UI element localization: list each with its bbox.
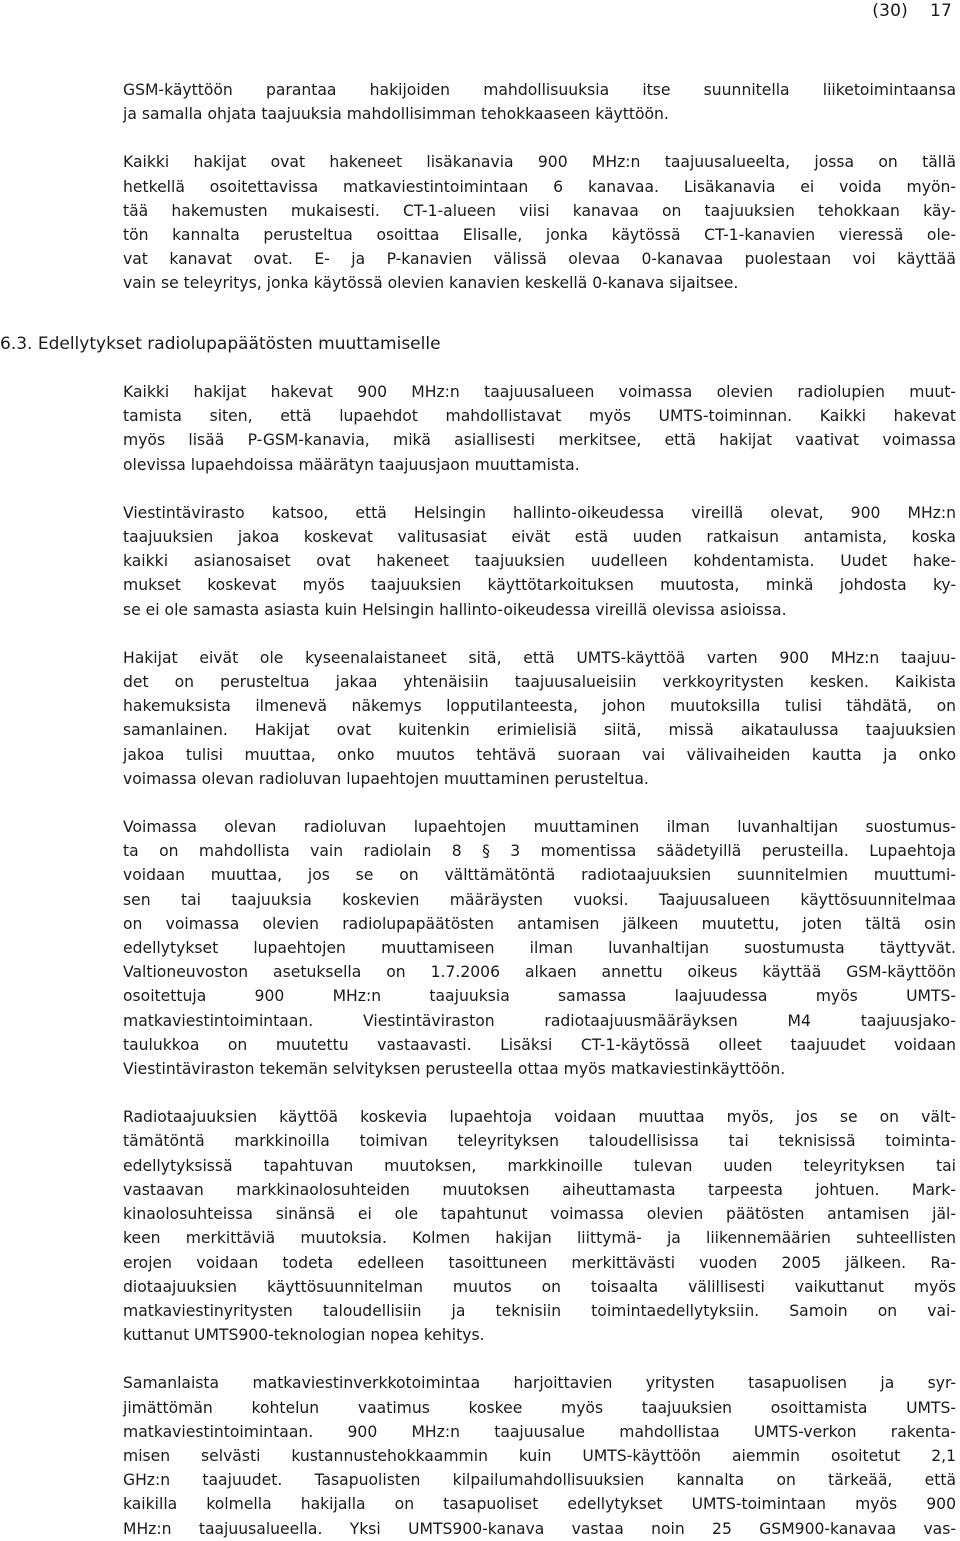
text-line: on voimassa olevien radiolupapäätösten antamisen jälkeen muutettu, joten tältä osin bbox=[123, 914, 956, 933]
paragraph bbox=[123, 815, 956, 1081]
text-line: taulukkoa on muutettu vastaavasti. Lisäksi CT-1-käytössä olleet taajuudet voidaan bbox=[123, 1035, 956, 1054]
page-header bbox=[850, 0, 952, 22]
body-text-block bbox=[123, 380, 956, 1541]
document-reference: (30) bbox=[872, 1, 908, 21]
text-line: voidaan muuttaa, jos se on välttämätöntä radiotaajuuksien suunnitelmien muuttumi- bbox=[123, 866, 956, 885]
paragraph bbox=[123, 1105, 956, 1347]
text-line: Radiotaajuuksien käyttöä koskevia lupaehtoja voidaan muuttaa myös, jos se on vält- bbox=[123, 1108, 956, 1127]
text-line: Kaikki hakijat hakevat 900 MHz:n taajuusalueen voimassa olevien radiolupien muut- bbox=[123, 383, 956, 401]
paragraph bbox=[123, 150, 956, 295]
text-line: ta on mahdollista vain radiolain 8 § 3 momentissa säädetyillä perusteilla. Lupaehtoja bbox=[123, 842, 956, 861]
text-line: tämätöntä markkinoilla toimivan teleyrityksen taloudellisissa tai teknisissä toiminta- bbox=[123, 1132, 956, 1151]
text-line: keen merkittäviä muutoksia. Kolmen hakijan liittymä- ja liikennemäärien suhteellisten bbox=[123, 1229, 956, 1248]
text-line: matkaviestintoimintaan. 900 MHz:n taajuusalue mahdollistaa UMTS-verkon rakenta- bbox=[123, 1422, 956, 1441]
text-line: kaikilla kolmella hakijalla on tasapuoliset edellytykset UMTS-toimintaan myös 900 bbox=[123, 1495, 956, 1514]
text-line: voimassa olevan radioluvan lupaehtojen muuttaminen perusteltua. bbox=[123, 769, 649, 788]
text-line: osoitettuja 900 MHz:n taajuuksia samassa laajuudessa myös UMTS- bbox=[123, 987, 956, 1006]
text-line: GHz:n taajuudet. Tasapuolisten kilpailumahdollisuuksien kannalta on tärkeää, että bbox=[123, 1471, 956, 1490]
text-line: Valtioneuvoston asetuksella on 1.7.2006 alkaen annettu oikeus käyttää GSM-käyttöön bbox=[123, 963, 956, 982]
paragraph bbox=[123, 646, 956, 791]
top-text-block bbox=[123, 78, 956, 296]
paragraph bbox=[123, 380, 956, 477]
text-line: vat kanavat ovat. E- ja P-kanavien välissä olevaa 0-kanavaa puolestaan voi käyttää bbox=[123, 250, 956, 269]
text-line: matkaviestintoimintaan. Viestintäviraston radiotaajuusmääräyksen M4 taajuusjako- bbox=[123, 1011, 956, 1030]
text-line: erojen voidaan todeta edelleen tasoittuneen merkittävästi vuoden 2005 jälkeen. Ra- bbox=[123, 1253, 956, 1272]
text-line: kuttanut UMTS900-teknologian nopea kehitys. bbox=[123, 1326, 485, 1345]
text-line: vain se teleyritys, jonka käytössä olevien kanavien keskellä 0-kanava sijaitsee. bbox=[123, 274, 739, 293]
text-line: det on perusteltua jakaa yhtenäisiin taajuusalueisiin verkkoyritysten kesken. Kaikista bbox=[123, 673, 956, 692]
text-line: kaikki asianosaiset ovat hakeneet taajuuksien uudelleen kohdentamista. Uudet hake- bbox=[123, 552, 956, 571]
paragraph bbox=[123, 1371, 956, 1540]
text-line: tamista siten, että lupaehdot mahdollistavat myös UMTS-toiminnan. Kaikki hakevat bbox=[123, 407, 956, 426]
paragraph bbox=[123, 501, 956, 622]
text-line: olevissa lupaehdoissa määrätyn taajuusjaon muuttamista. bbox=[123, 455, 580, 474]
text-line: diotaajuuksien käyttösuunnitelman muutos on toisaalta välillisesti vaikuttanut myös bbox=[123, 1277, 956, 1296]
text-line: mukset koskevat myös taajuuksien käyttötarkoituksen muutosta, minkä johdosta ky- bbox=[123, 576, 956, 595]
text-line: myös lisää P-GSM-kanavia, mikä asiallisesti merkitsee, että hakijat vaativat voimassa bbox=[123, 431, 956, 450]
text-line: kinaolosuhteissa sinänsä ei ole tapahtunut voimassa olevien päätösten antamisen jäl- bbox=[123, 1205, 956, 1224]
page-number: 17 bbox=[929, 1, 952, 21]
text-line: Voimassa olevan radioluvan lupaehtojen muuttaminen ilman luvanhaltijan suostumus- bbox=[123, 818, 956, 837]
text-line: ja samalla ohjata taajuuksia mahdollisimman tehokkaaseen käyttöön. bbox=[123, 105, 669, 124]
text-line: GSM-käyttöön parantaa hakijoiden mahdollisuuksia itse suunnitella liiketoimintaansa bbox=[123, 81, 956, 99]
text-line: MHz:n taajuusalueella. Yksi UMTS900-kanava vastaa noin 25 GSM900-kanavaa vas- bbox=[123, 1519, 956, 1538]
text-line: tön kannalta perusteltua osoittaa Elisalle, jonka käytössä CT-1-kanavien vieressä ole- bbox=[123, 226, 956, 245]
text-line: edellytykset lupaehtojen muuttamiseen ilman luvanhaltijan suostumusta täyttyvät. bbox=[123, 939, 956, 958]
text-line: tää hakemusten mukaisesti. CT-1-alueen viisi kanavaa on taajuuksien tehokkaan käy- bbox=[123, 201, 956, 220]
section-heading: 6.3. Edellytykset radiolupapäätösten muuttamiselle bbox=[0, 334, 441, 354]
text-line: Samanlaista matkaviestinverkkotoimintaa harjoittavien yritysten tasapuolisen ja syr- bbox=[123, 1374, 956, 1393]
text-line: Viestintäviraston tekemän selvityksen perusteella ottaa myös matkaviestinkäyttöön. bbox=[123, 1060, 786, 1079]
text-line: matkaviestinyritysten taloudellisiin ja teknisiin toimintaedellytyksiin. Samoin on vai- bbox=[123, 1301, 956, 1320]
text-line: edellytyksissä tapahtuvan muutoksen, markkinoille tulevan uuden teleyrityksen tai bbox=[123, 1156, 956, 1175]
text-line: sen tai taajuuksia koskevien määräysten vuoksi. Taajuusalueen käyttösuunnitelmaa bbox=[123, 890, 956, 909]
text-line: jimättömän kohtelun vaatimus koskee myös taajuuksien osoittamista UMTS- bbox=[123, 1398, 956, 1417]
text-line: jakoa tulisi muuttaa, onko muutos tehtävä suoraan vai välivaiheiden kautta ja onko bbox=[123, 745, 956, 764]
text-line: Kaikki hakijat ovat hakeneet lisäkanavia 900 MHz:n taajuusalueelta, jossa on tällä bbox=[123, 153, 956, 172]
text-line: hetkellä osoitettavissa matkaviestintoimintaan 6 kanavaa. Lisäkanavia ei voida myön- bbox=[123, 177, 956, 196]
text-line: samanlainen. Hakijat ovat kuitenkin erimielisiä siitä, missä aikataulussa taajuuksien bbox=[123, 721, 956, 740]
text-line: taajuuksien jakoa koskevat valitusasiat eivät estä uuden ratkaisun antamista, koska bbox=[123, 528, 956, 547]
text-line: Viestintävirasto katsoo, että Helsingin hallinto-oikeudessa vireillä olevat, 900 MHz:n bbox=[123, 503, 956, 522]
text-line: Hakijat eivät ole kyseenalaistaneet sitä, että UMTS-käyttöä varten 900 MHz:n taajuu- bbox=[123, 648, 956, 667]
text-line: se ei ole samasta asiasta kuin Helsingin hallinto-oikeudessa vireillä olevissa asioissa. bbox=[123, 600, 787, 619]
paragraph bbox=[123, 78, 956, 126]
text-line: hakemuksista ilmenevä näkemys lopputilanteesta, johon muutoksilla tulisi tähdätä, on bbox=[123, 697, 956, 716]
text-line: vastaavan markkinaolosuhteiden muutoksen aiheuttamasta tarpeesta johtuen. Mark- bbox=[123, 1180, 956, 1199]
text-line: misen selvästi kustannustehokkaammin kuin UMTS-käyttöön aiemmin osoitetut 2,1 bbox=[123, 1446, 956, 1465]
